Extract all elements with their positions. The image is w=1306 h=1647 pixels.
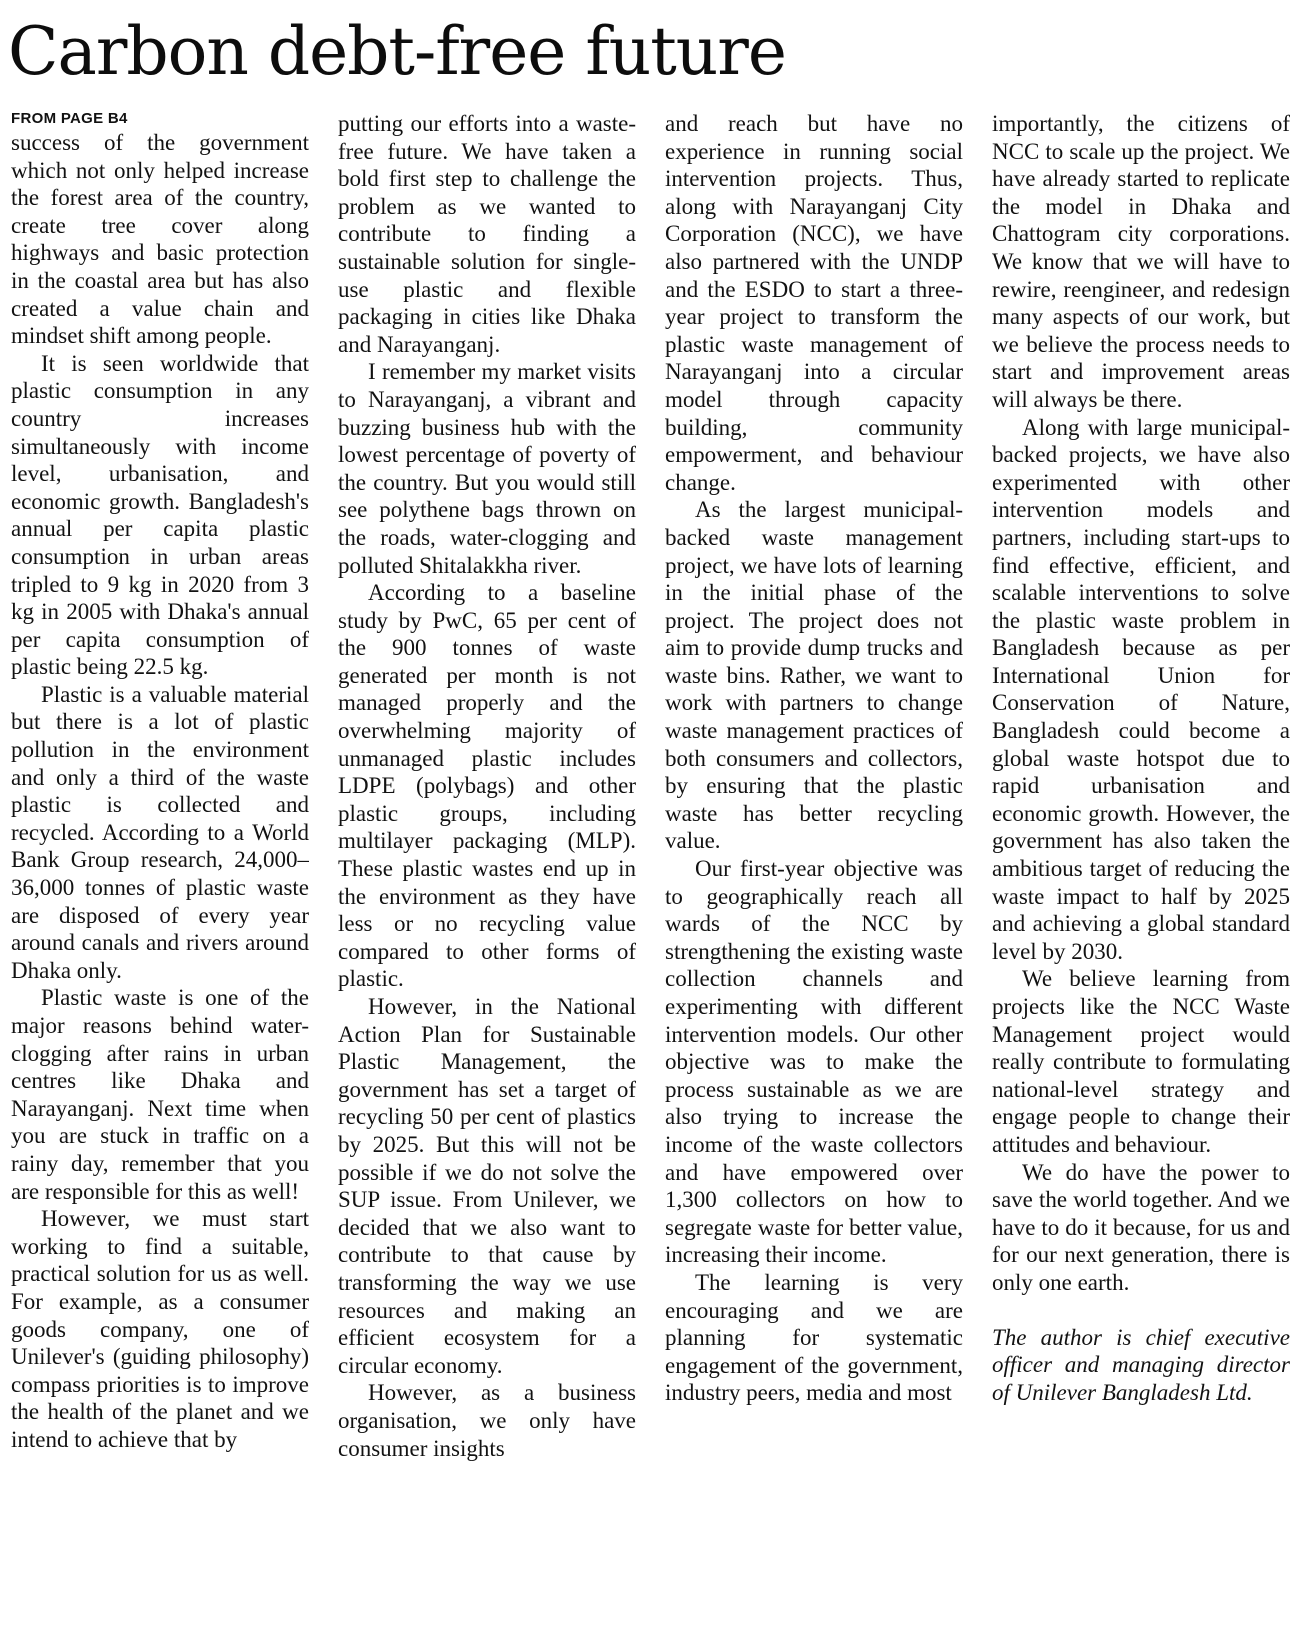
paragraph: We believe learning from projects like the NCC Waste Management project would really contribute to formulating national-level strategy and engage people to change their attitudes and behaviour. (992, 966, 1290, 1157)
article-column-2 (338, 110, 636, 1638)
paragraph: success of the government which not only helped increase the forest area of the country, create tree cover along highways and basic protection in the coastal area but has also created a value chain and mindset shift among people. (11, 130, 309, 349)
paragraph: importantly, the citizens of NCC to scale up the project. We have already started to replicate the model in Dhaka and Chattogram city corporations. We know that we will have to rewire, reengineer, and redesign many aspects of our work, but we believe the process needs to start and improvement areas will always be there. (992, 111, 1290, 412)
paragraph: However, we must start working to find a suitable, practical solution for us as well. For example, as a consumer goods company, one of Unilever's (guiding philosophy) compass priorities is to improve the health of the planet and we intend to achieve that by (11, 1206, 309, 1452)
paragraph: However, as a business organisation, we only have consumer insights (338, 1380, 636, 1461)
paragraph: It is seen worldwide that plastic consumption in any country increases simultaneously with income level, urbanisation, and economic growth. Bangladesh's annual per capita plastic consumption in urban areas tripled to 9 kg in 2020 from 3 kg in 2005 with Dhaka's annual per capita consumption of plastic being 22.5 kg. (11, 350, 309, 680)
paragraph: and reach but have no experience in running social intervention projects. Thus, along with Narayanganj City Corporation (NCC), we have also partnered with the UNDP and the ESDO to start a three-year project to transform the plastic waste management of Narayanganj into a circular model through capacity building, community empowerment, and behaviour change. (665, 111, 963, 495)
article-body (11, 110, 1295, 1638)
paragraph: putting our efforts into a waste-free future. We have taken a bold first step to challenge the problem as we wanted to contribute to finding a sustainable solution for single-use plastic and flexible packaging in cities like Dhaka and Narayanganj. (338, 111, 636, 357)
article-column-4 (992, 110, 1290, 1638)
author-byline: The author is chief executive officer and managing director of Unilever Bangladesh Ltd. (992, 1324, 1290, 1405)
article-column-1 (11, 110, 309, 1638)
article-column-3 (665, 110, 963, 1638)
paragraph: However, in the National Action Plan for Sustainable Plastic Management, the government has set a target of recycling 50 per cent of plastics by 2025. But this will not be possible if we do not solve the SUP issue. From Unilever, we decided that we also want to contribute to that cause by transforming the way we use resources and making an efficient ecosystem for a circular economy. (338, 994, 636, 1378)
paragraph: The learning is very encouraging and we are planning for systematic engagement of the government, industry peers, media and most (665, 1269, 963, 1406)
paragraph: Along with large municipal-backed projects, we have also experimented with other intervention models and partners, including start-ups to find effective, efficient, and scalable interventions to solve the plastic waste problem in Bangladesh because as per International Union for Conservation of Nature, Bangladesh could become a global waste hotspot due to rapid urbanisation and economic growth. However, the government has also taken the ambitious target of reducing the waste impact to half by 2025 and achieving a global standard level by 2030. (992, 414, 1290, 964)
continuation-kicker: FROM PAGE B4 (11, 110, 128, 127)
paragraph: According to a baseline study by PwC, 65 per cent of the 900 tonnes of waste generated per month is not managed properly and the overwhelming majority of unmanaged plastic includes LDPE (polybags) and other plastic groups, including multilayer packaging (MLP). These plastic wastes end up in the environment as they have less or no recycling value compared to other forms of plastic. (338, 580, 636, 992)
paragraph: We do have the power to save the world together. And we have to do it because, for us and for our next generation, there is only one earth. (992, 1159, 1290, 1295)
paragraph: I remember my market visits to Narayanganj, a vibrant and buzzing business hub with the lowest percentage of poverty of the country. But you would still see polythene bags thrown on the roads, water-clogging and polluted Shitalakkha river. (338, 359, 636, 578)
paragraph: Plastic waste is one of the major reasons behind water-clogging after rains in urban centres like Dhaka and Narayanganj. Next time when you are stuck in traffic on a rainy day, remember that you are responsible for this as well! (11, 985, 309, 1204)
paragraph: As the largest municipal-backed waste management project, we have lots of learning in the initial phase of the project. The project does not aim to provide dump trucks and waste bins. Rather, we want to work with partners to change waste management practices of both consumers and collectors, by ensuring that the plastic waste has better recycling value. (665, 497, 963, 854)
paragraph: Our first-year objective was to geographically reach all wards of the NCC by strengthening the existing waste collection channels and experimenting with different intervention models. Our other objective was to make the process sustainable as we are also trying to increase the income of the waste collectors and have empowered over 1,300 collectors on how to segregate waste for better value, increasing their income. (665, 856, 963, 1268)
headline: Carbon debt-free future (8, 13, 786, 90)
paragraph: Plastic is a valuable material but there is a lot of plastic pollution in the environment and only a third of the waste plastic is collected and recycled. According to a World Bank Group research, 24,000–36,000 tonnes of plastic waste are disposed of every year around canals and rivers around Dhaka only. (11, 681, 309, 983)
